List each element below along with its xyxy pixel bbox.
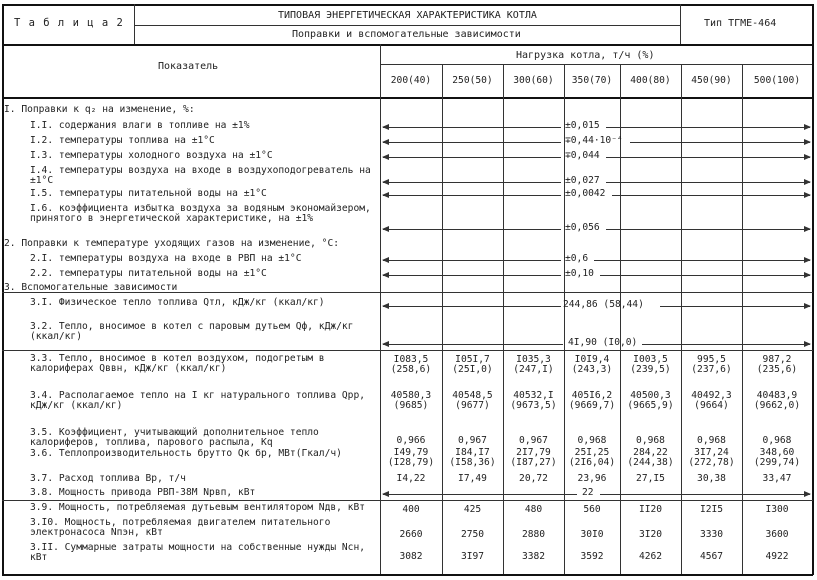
row-label: 3.7. Расход топлива Bр, т/ч	[30, 473, 186, 484]
table-cell: 995,5 (237,6)	[691, 354, 732, 376]
table-cell: 40500,3 (9665,9)	[627, 390, 674, 412]
table-cell: 480	[524, 504, 543, 515]
row-label: 3.I. Физическое тепло топлива Qтл, кДж/кг (ккал/кг)	[30, 297, 325, 308]
table-cell: I300	[765, 504, 789, 515]
table-cell: II20	[638, 504, 663, 515]
table-cell: I4,22	[396, 473, 426, 484]
row-arrow-right	[606, 127, 810, 128]
row-arrow-left	[383, 157, 561, 158]
row-label: 3.4. Располагаемое тепло на I кг натурального топлива Qpp, кДж/кг (ккал/кг)	[30, 390, 366, 412]
table-cell: 40548,5 (9677)	[452, 390, 493, 412]
row-arrow-left	[383, 142, 561, 143]
table-cell: 405I6,2 (9669,7)	[568, 390, 616, 412]
load-col-5: 400(80)	[630, 75, 671, 86]
table-cell: 0,968	[636, 435, 665, 446]
row-label: 3.II. Суммарные затраты мощности на собственные нужды Nсн, кВт	[30, 542, 366, 564]
table-cell: I0I9,4 (243,3)	[571, 354, 613, 376]
table-cell: 27,I5	[636, 473, 665, 484]
row-value: ∓0,44·10⁻⁴	[565, 135, 623, 146]
table-cell: 560	[583, 504, 601, 515]
row-arrow-left	[383, 275, 561, 276]
row-arrow-right	[594, 260, 810, 261]
table-cell: 3082	[399, 551, 423, 562]
load-col-6: 450(90)	[691, 75, 732, 86]
row-label: 2.I. температуры воздуха на входе в РВП на ±1°С	[30, 253, 302, 264]
table-cell: 400	[402, 504, 420, 515]
table-cell: 30I0	[580, 529, 604, 540]
row-arrow-right	[660, 306, 810, 307]
table-cell: 3I7,24 (272,78)	[688, 447, 735, 469]
row-arrow-right	[612, 195, 810, 196]
row-label: 2.2. температуры питательной воды на ±1°С	[30, 268, 267, 279]
table-cell: 30,38	[697, 473, 726, 484]
row-label: I.2. температуры топлива на ±1°С	[30, 135, 215, 146]
row-arrow-right	[606, 229, 810, 230]
row-arrow-right	[630, 142, 810, 143]
row-label: I.5. температуры питательной воды на ±1°С	[30, 188, 267, 199]
row-value: 244,86 (58,44)	[563, 299, 644, 310]
table-cell: I05I,7 (25I,0)	[452, 354, 493, 376]
row-label: I.4. температуры воздуха на входе в воздухоподогреватель на ±1°С	[30, 165, 371, 187]
table-cell: 40492,3 (9664)	[691, 390, 732, 412]
row-value: ±0,056	[565, 222, 600, 233]
table-cell: 23,96	[577, 473, 607, 484]
row-arrow-right	[600, 494, 810, 495]
table-cell: 3330	[699, 529, 724, 540]
table-cell: 2750	[460, 529, 485, 540]
table-cell: I7,49	[458, 473, 487, 484]
table-cell: 2660	[399, 529, 423, 540]
table-cell: 3592	[580, 551, 604, 562]
table-cell: 25I,25 (2I6,04)	[568, 447, 616, 469]
table-cell: 0,968	[577, 435, 607, 446]
row-arrow-left	[383, 182, 561, 183]
table-cell: 40580,3 (9685)	[390, 390, 432, 412]
row-value: ∓0,044	[565, 150, 600, 161]
row-value: ±0,0042	[565, 188, 606, 199]
table-cell: 0,966	[396, 435, 426, 446]
table-cell: 3382	[521, 551, 546, 562]
row-label: I.I. содержания влаги в топливе на ±1%	[30, 120, 250, 131]
table-cell: 3600	[765, 529, 789, 540]
row-value: ±0,6	[565, 253, 589, 264]
boiler-type: Тип ТГМЕ-464	[704, 18, 777, 29]
table-cell: 33,47	[762, 473, 792, 484]
table-cell: 3I20	[638, 529, 663, 540]
row-arrow-left	[383, 494, 577, 495]
table-cell: 284,22 (244,38)	[627, 447, 674, 469]
table-cell: 2I7,79 (I87,27)	[510, 447, 557, 469]
load-col-7: 500(100)	[753, 75, 801, 86]
table-cell: I49,79 (I28,79)	[387, 447, 435, 469]
row-label: 3.3. Тепло, вносимое в котел воздухом, подогретым в калориферах Qввн, кДж/кг (ккал/кг)	[30, 353, 325, 375]
load-col-1: 200(40)	[390, 75, 432, 86]
document-title: ТИПОВАЯ ЭНЕРГЕТИЧЕСКАЯ ХАРАКТЕРИСТИКА КОТЛА	[278, 10, 537, 21]
indicator-header: Показатель	[158, 61, 219, 72]
table-cell: 0,968	[762, 435, 792, 446]
row-label: I.3. температуры холодного воздуха на ±1°С	[30, 150, 273, 161]
table-cell: 40483,9 (9662,0)	[753, 390, 801, 412]
row-arrow-left	[383, 260, 561, 261]
table-cell: 0,967	[458, 435, 487, 446]
row-arrow-right	[642, 344, 810, 345]
table-cell: 987,2 (235,6)	[756, 354, 798, 376]
row-label: I. Поправки к q₂ на изменение, %:	[4, 104, 195, 115]
table-cell: 2880	[521, 529, 546, 540]
row-arrow-left	[383, 195, 561, 196]
table-cell: I035,3 (247,I)	[513, 354, 554, 376]
load-col-2: 250(50)	[452, 75, 493, 86]
row-label: 3.9. Мощность, потребляемая дутьевым вентилятором Nдв, кВт	[30, 502, 366, 513]
document-subtitle: Поправки и вспомогательные зависимости	[292, 29, 521, 40]
row-label: 3.5. Коэффициент, учитывающий дополнительное тепло калориферов, топлива, парового распыла, Kq	[30, 427, 319, 449]
table-cell: I84,I7 (I58,36)	[449, 447, 496, 469]
table-cell: 348,60 (299,74)	[753, 447, 801, 469]
table-cell: 4922	[765, 551, 789, 562]
row-label: 3.2. Тепло, вносимое в котел с паровым дутьем Qф, кДж/кг (ккал/кг)	[30, 321, 354, 343]
table-cell: 0,967	[519, 435, 548, 446]
load-header: Нагрузка котла, т/ч (%)	[516, 50, 655, 61]
table-cell: I083,5 (258,6)	[390, 354, 432, 376]
table-cell: 3I97	[460, 551, 485, 562]
table-cell: 4567	[699, 551, 724, 562]
row-value: ±0,027	[565, 175, 600, 186]
load-col-3: 300(60)	[513, 75, 554, 86]
row-arrow-right	[600, 275, 810, 276]
row-label: I.6. коэффициента избытка воздуха за водяным экономайзером, принятого в энергетической характеристике, на ±1%	[30, 203, 371, 225]
row-value: ±0,10	[565, 268, 594, 279]
row-label: 3. Вспомогательные зависимости	[4, 282, 178, 293]
row-label: 3.6. Теплопроизводительность брутто Qк бр, МВт(Гкал/ч)	[30, 448, 342, 459]
row-arrow-left	[383, 229, 561, 230]
row-value: 22	[582, 487, 594, 498]
row-arrow-left	[383, 127, 561, 128]
table-cell: 4262	[638, 551, 663, 562]
table-cell: 40532,I (9673,5)	[510, 390, 557, 412]
row-arrow-right	[606, 157, 810, 158]
table-cell: 0,968	[697, 435, 726, 446]
table-cell: 20,72	[519, 473, 548, 484]
load-col-4: 350(70)	[571, 75, 613, 86]
row-arrow-left	[383, 306, 561, 307]
row-label: 3.8. Мощность привода РВП-38М Nрвп, кВт	[30, 487, 256, 498]
table-label: Т а б л и ц а 2	[14, 17, 124, 29]
row-value: ±0,015	[565, 120, 600, 131]
row-label: 2. Поправки к температуре уходящих газов на изменение, °С:	[4, 238, 340, 249]
table-cell: I2I5	[699, 504, 724, 515]
table-cell: I003,5 (239,5)	[630, 354, 671, 376]
row-arrow-left	[383, 344, 563, 345]
table-cell: 425	[463, 504, 482, 515]
row-label: 3.I0. Мощность, потребляемая двигателем питательного электронасоса Nпэн, кВт	[30, 517, 331, 539]
row-arrow-right	[606, 182, 810, 183]
row-value: 4I,90 (I0,0)	[568, 337, 638, 348]
